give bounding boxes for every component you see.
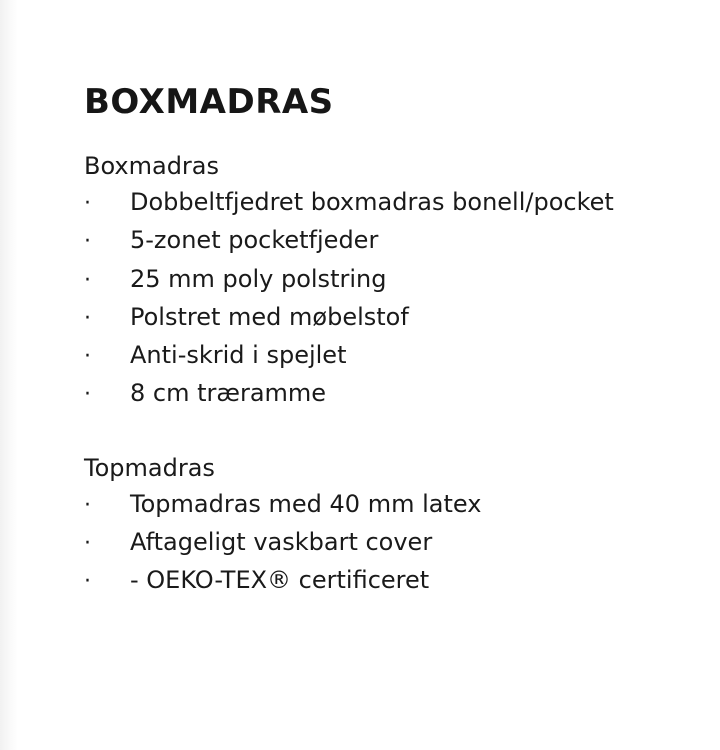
topmadras-feature-list <box>84 486 704 601</box>
list-item <box>84 184 704 222</box>
bullet-icon: · <box>84 191 91 216</box>
section-spacer <box>84 414 704 450</box>
section-heading-topmadras: Topmadras <box>84 453 215 482</box>
list-item <box>84 524 704 562</box>
list-item-text: Polstret med møbelstof <box>130 302 409 331</box>
bullet-icon: · <box>84 229 91 255</box>
list-item <box>84 261 704 299</box>
bullet-icon: · <box>84 305 91 331</box>
list-item-text: Dobbeltfjedret boxmadras bonell/pocket <box>130 188 614 216</box>
list-item <box>84 337 704 375</box>
list-item-text: Aftageligt vaskbart cover <box>130 528 433 557</box>
bullet-icon: · <box>84 344 91 370</box>
list-item <box>84 299 704 337</box>
list-item <box>84 486 704 524</box>
section-heading-boxmadras: Boxmadras <box>84 152 220 180</box>
page-title: BOXMADRAS <box>84 82 334 122</box>
list-item-text: 8 cm træramme <box>130 379 327 408</box>
product-description <box>84 80 704 601</box>
list-item-text: Topmadras med 40 mm latex <box>130 489 482 518</box>
bullet-icon: · <box>84 492 91 518</box>
bullet-icon: · <box>84 569 91 595</box>
list-item <box>84 375 704 413</box>
bullet-icon: · <box>84 382 91 408</box>
boxmadras-feature-list <box>84 184 704 414</box>
list-item-text: Anti-skrid i spejlet <box>130 341 347 370</box>
bullet-icon: · <box>84 267 91 293</box>
list-item-text: 5-zonet pocketfjeder <box>130 226 379 255</box>
list-item <box>84 222 704 260</box>
list-item <box>84 562 704 600</box>
bullet-icon: · <box>84 531 91 557</box>
list-item-text: 25 mm poly polstring <box>130 264 387 293</box>
page-edge-shadow <box>0 0 18 750</box>
list-item-text: - OEKO-TEX® certificeret <box>130 566 430 595</box>
